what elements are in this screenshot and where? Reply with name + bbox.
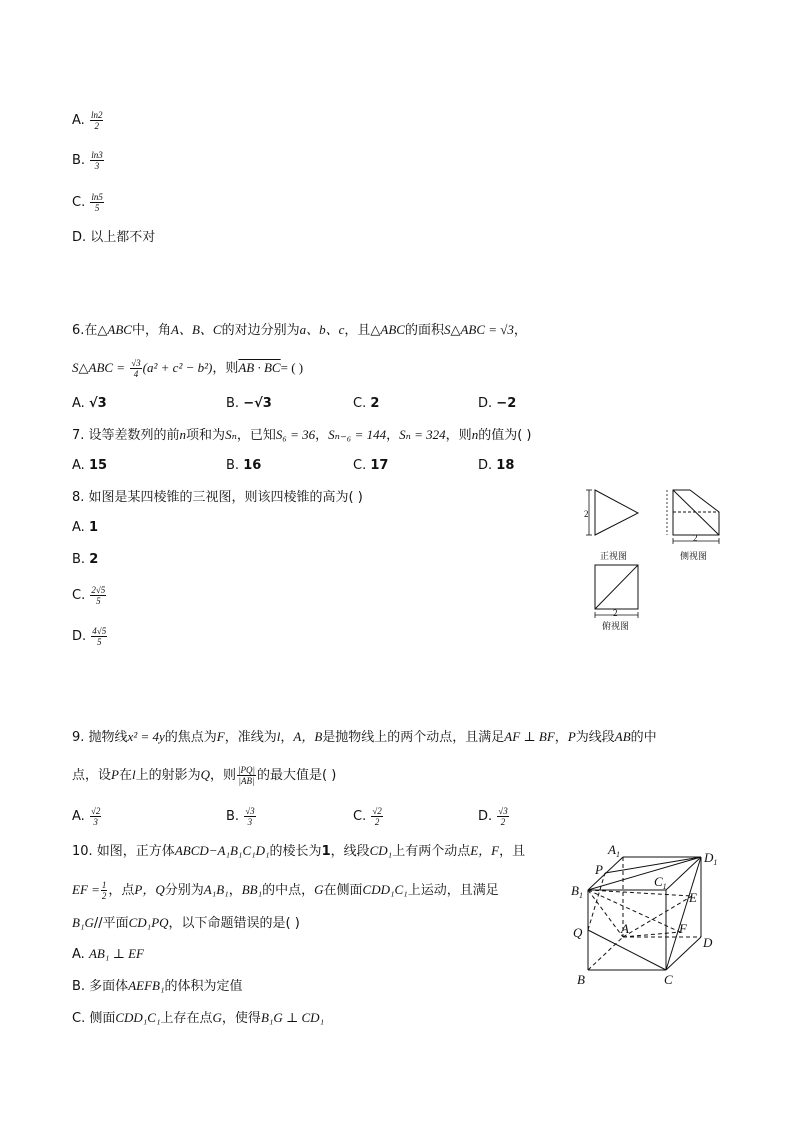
q9-ratio-fraction: $\frac{|PQ|}{|AB|}$ [238, 765, 255, 786]
q7-option-c: C. 17 [353, 458, 389, 473]
label-B1: $B_1$ [571, 883, 583, 900]
q8-option-d: D. $\frac{4√5}{5}$ [72, 626, 107, 647]
q10-line2: EF = $\frac{1}{2}$ ，点P，Q分别为A₁B₁，BB₁的中点，G在侧面CDD₁C₁上运动，且满足 [72, 880, 499, 901]
q5-b-letter: B. [72, 153, 86, 168]
label-B: B [577, 972, 585, 987]
q5-option-a [72, 110, 104, 131]
q8-stem: 8. 如图是某四棱锥的三视图，则该四棱锥的高为( ) [72, 490, 363, 505]
label-D: D [703, 935, 713, 950]
front-view-dim: 2 [584, 509, 589, 519]
q6-option-d: D. −2 [478, 396, 517, 411]
q6-fraction: $\frac{√3}{4}$ [131, 358, 141, 379]
q9-option-c: C. $\frac{√2}{2}$ [353, 806, 382, 827]
q10-line3: B₁G//平面CD₁PQ，以下命题错误的是( ) [72, 915, 300, 931]
q5-b-fraction: $\frac{\ln 3}{3}$ [91, 150, 103, 171]
q10-cube-figure [568, 840, 728, 992]
label-A: A [621, 921, 629, 936]
q10-half-fraction: $\frac{1}{2}$ [101, 880, 107, 901]
q6-option-a: A. √3 [72, 396, 107, 411]
top-view-label: 俯视图 [602, 621, 630, 631]
q8-option-a: A. 1 [72, 520, 98, 535]
q6-vector-product: AB · BC [238, 360, 281, 375]
side-view-dim: 2 [693, 533, 698, 543]
q5-option-d: D. 以上都不对 [72, 230, 156, 245]
q5-a-fraction: $\frac{\ln 2}{2}$ [90, 110, 103, 131]
q5-option-c [72, 192, 105, 213]
q9-option-d: D. $\frac{√3}{2}$ [478, 806, 508, 827]
q6-line2: S△ABC = $\frac{√3}{4}$ (a² + c² − b²)，则AB · BC= ( ) [72, 358, 304, 379]
q9-option-b: B. $\frac{√3}{3}$ [226, 806, 255, 827]
q8-option-c: C. $\frac{2√5}{5}$ [72, 585, 106, 606]
q8-three-view-figure [580, 485, 730, 635]
q7-option-a: A. 15 [72, 458, 108, 473]
q5-a-letter: A. [72, 113, 85, 128]
q7-option-b: B. 16 [226, 458, 262, 473]
q6-option-c: C. 2 [353, 396, 380, 411]
q5-option-b [72, 150, 105, 171]
label-E: E [689, 890, 697, 905]
side-view-label: 侧视图 [680, 551, 708, 561]
q5-c-letter: C. [72, 195, 86, 210]
q6-line1: 6.在△ABC中，角A、B、C的对边分别为a、b、c，且△ABC的面积S△ABC = √3， [72, 322, 527, 338]
q9-option-a: A. $\frac{√2}{3}$ [72, 806, 101, 827]
top-view-dim: 2 [613, 608, 618, 618]
q10-option-c: C. 侧面CDD₁C₁上存在点G，使得B₁G ⊥ CD₁ [72, 1010, 325, 1026]
front-view-label: 正视图 [600, 551, 628, 561]
q6-option-b: B. −√3 [226, 396, 272, 411]
q7-option-d: D. 18 [478, 458, 515, 473]
label-F: F [679, 921, 687, 936]
label-C1: $C_1$ [654, 874, 667, 891]
q9-line1: 9. 抛物线x² = 4y的焦点为F，准线为l，A，B是抛物线上的两个动点，且满足AF ⊥ BF，P为线段AB的中 [72, 729, 657, 745]
q8-option-b: B. 2 [72, 552, 99, 567]
q8-d-fraction: $\frac{4√5}{5}$ [92, 626, 107, 647]
label-Q: Q [573, 925, 583, 940]
q7-stem: 7. 设等差数列的前n项和为Sₙ，已知S₆ = 36，Sₙ₋₆ = 144，Sₙ = 324，则n的值为( ) [72, 427, 532, 443]
label-A1: $A_1$ [608, 842, 620, 859]
label-P: P [595, 862, 603, 877]
q5-c-fraction: $\frac{\ln 5}{5}$ [91, 192, 103, 213]
q10-line1: 10. 如图，正方体ABCD−A₁B₁C₁D₁的棱长为1，线段CD₁上有两个动点E，F，且 [72, 843, 526, 859]
label-C: C [664, 972, 673, 987]
q10-option-b: B. 多面体AEFB₁的体积为定值 [72, 978, 243, 994]
q8-c-fraction: $\frac{2√5}{5}$ [91, 585, 106, 606]
q9-line2: 点，设P在l上的射影为Q，则 $\frac{|PQ|}{|AB|}$ 的最大值是( ) [72, 765, 337, 786]
label-D1: $D_1$ [704, 850, 718, 867]
q10-option-a: A. AB₁ ⊥ EF [72, 946, 144, 962]
front-view [586, 490, 638, 535]
